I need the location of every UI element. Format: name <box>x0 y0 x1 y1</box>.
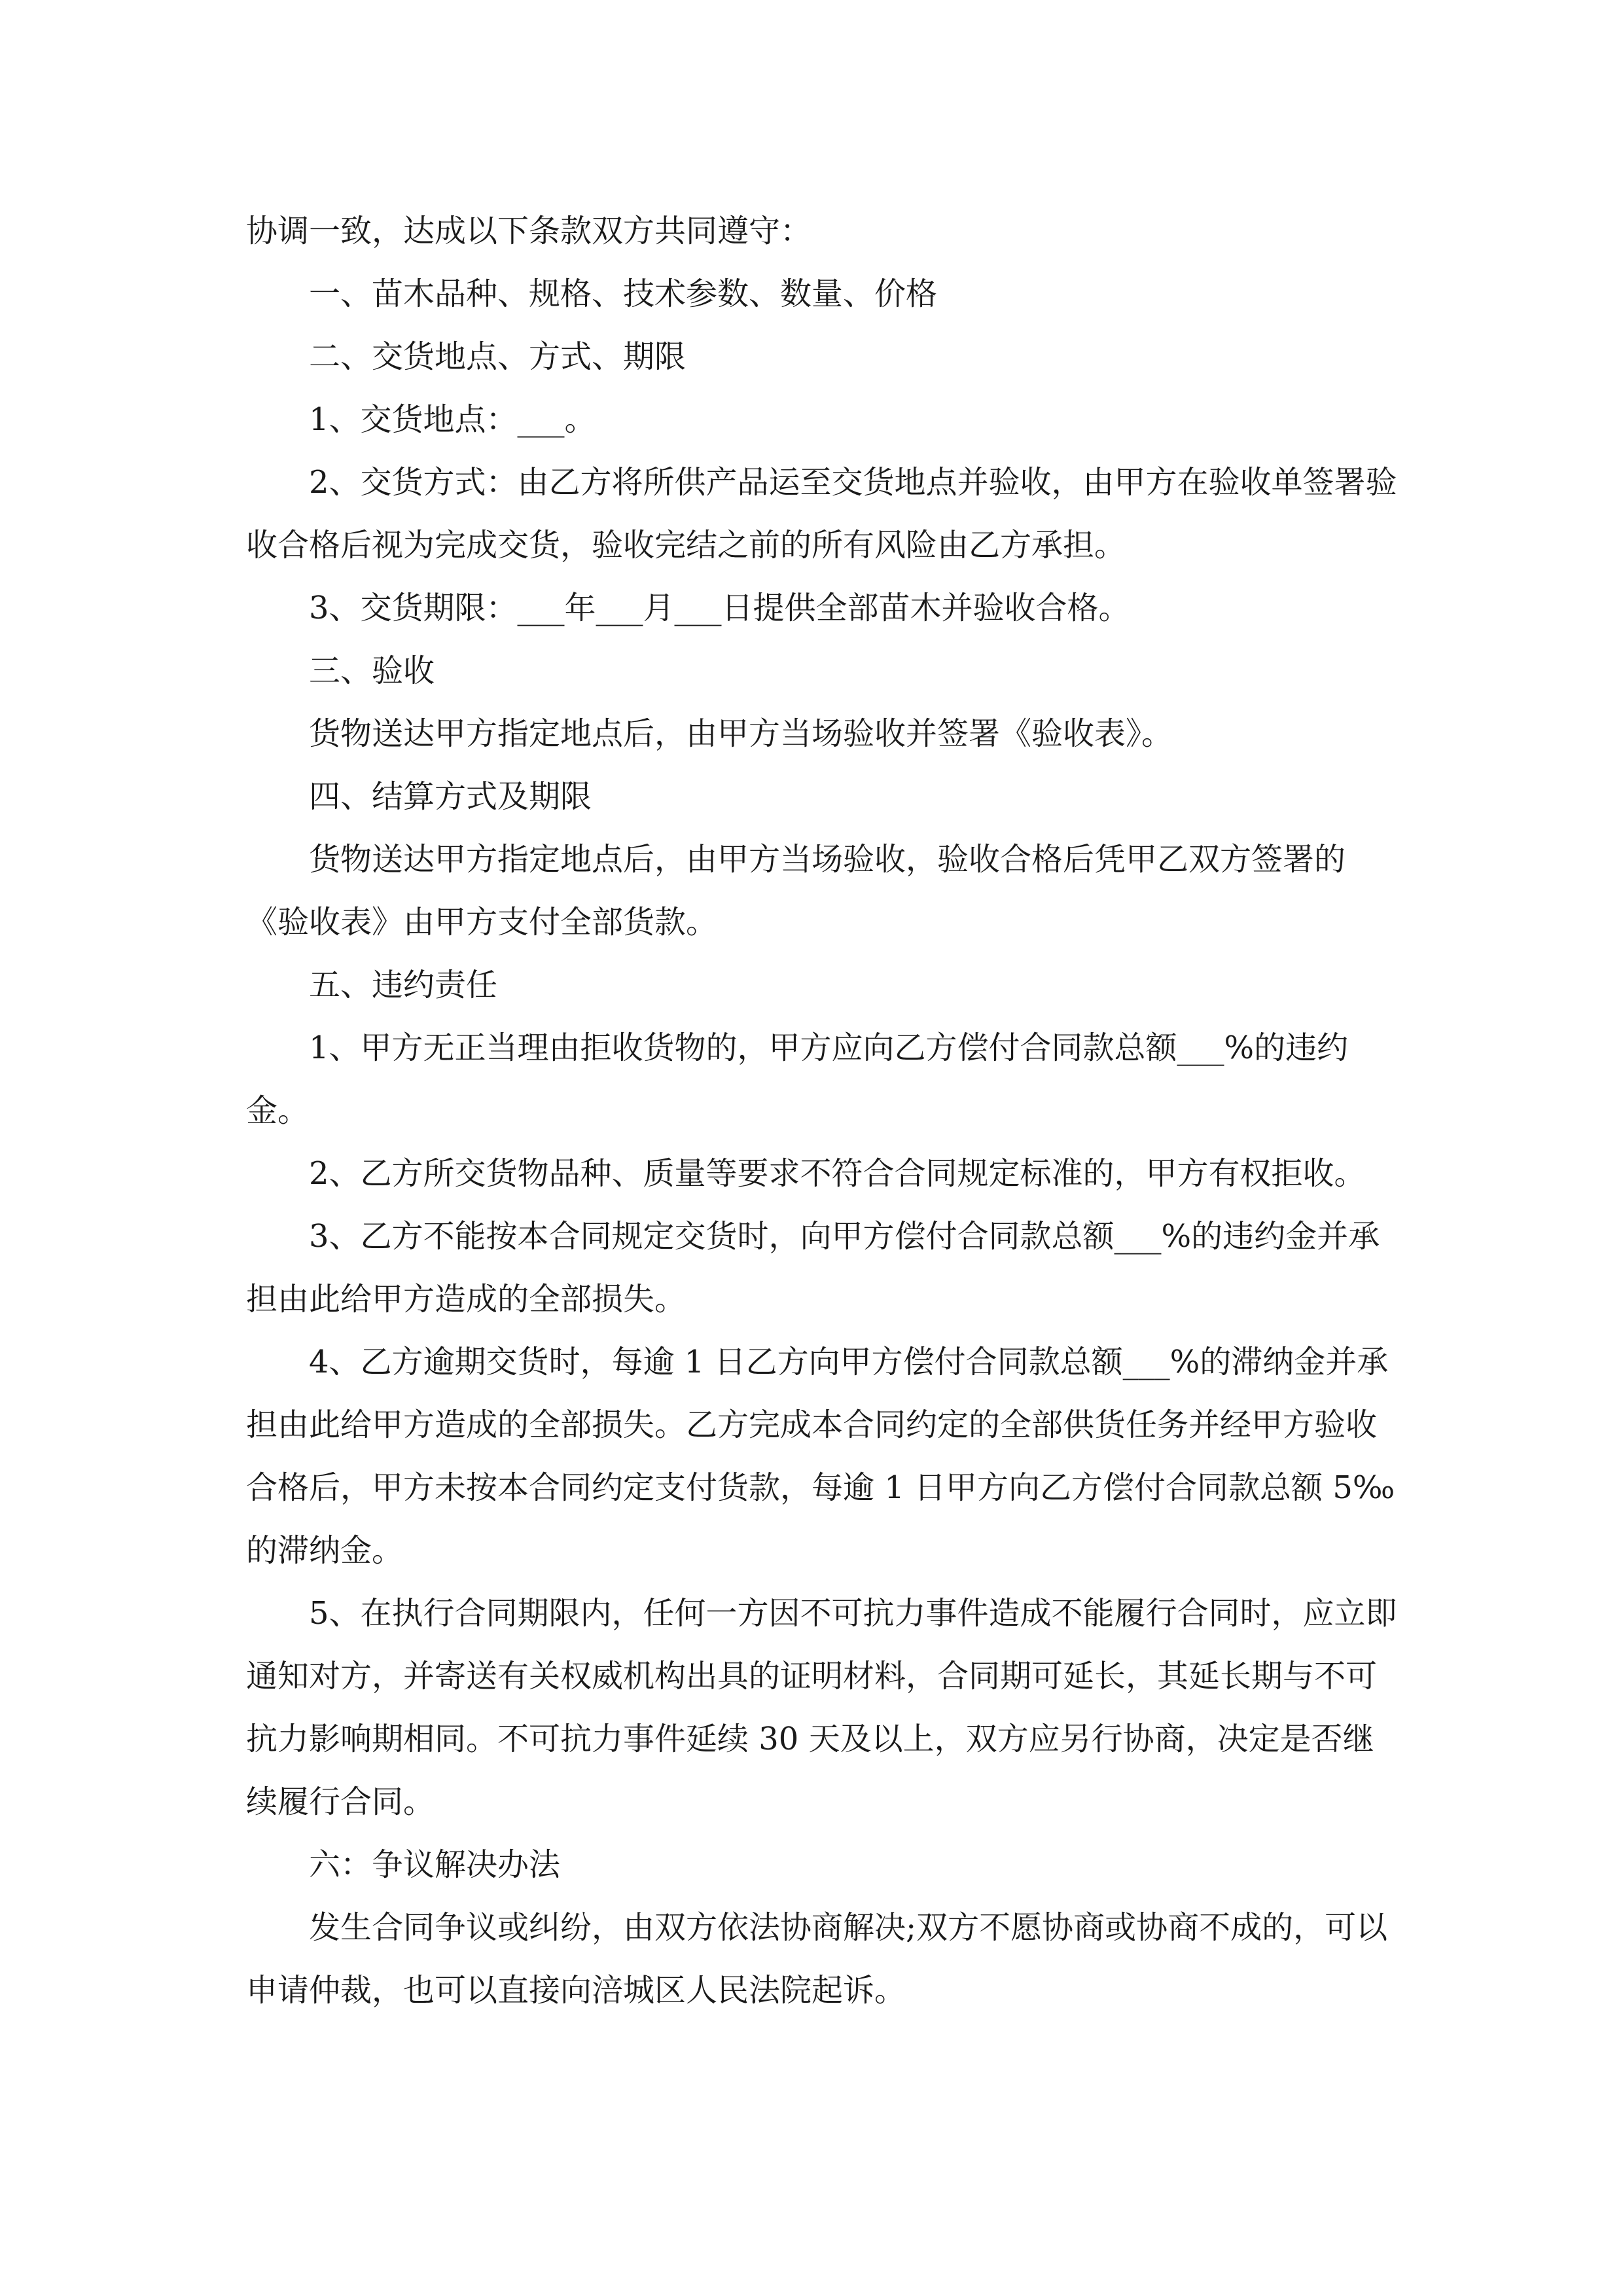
contract-body <box>246 200 1398 2022</box>
clause-delivery-method: 2、交货方式：由乙方将所供产品运至交货地点并验收，由甲方在验收单签署验收合格后视为完成交货，验收完结之前的所有风险由乙方承担。 <box>246 464 1397 564</box>
clause-liability-2: 2、乙方所交货物品种、质量等要求不符合合同规定标准的，甲方有权拒收。 <box>309 1155 1366 1192</box>
heading-section-1: 一、苗木品种、规格、技术参数、数量、价格 <box>309 276 938 312</box>
paragraph-intro: 协调一致，达成以下条款双方共同遵守： <box>246 213 812 249</box>
clause-settlement: 货物送达甲方指定地点后，由甲方当场验收，验收合格后凭甲乙双方签署的《验收表》由甲方支付全部货款。 <box>246 841 1346 941</box>
clause-liability-4: 4、乙方逾期交货时，每逾 1 日乙方向甲方偿付合同款总额___%的滞纳金并承担由此给甲方造成的全部损失。乙方完成本合同约定的全部供货任务并经甲方验收合格后，甲方未按本合同约定支付货款，每逾 1 日甲方向乙方偿付合同款总额 5‰的滞纳金。 <box>246 1344 1395 1569</box>
clause-acceptance: 货物送达甲方指定地点后，由甲方当场验收并签署《验收表》。 <box>309 715 1173 752</box>
heading-section-2: 二、交货地点、方式、期限 <box>309 338 687 375</box>
heading-section-5: 五、违约责任 <box>309 967 498 1003</box>
heading-section-6: 六：争议解决办法 <box>309 1846 561 1883</box>
clause-dispute-resolution: 发生合同争议或纠纷，由双方依法协商解决;双方不愿协商或协商不成的，可以申请仲裁，也可以直接向涪城区人民法院起诉。 <box>246 1909 1388 2009</box>
clause-liability-5: 5、在执行合同期限内，任何一方因不可抗力事件造成不能履行合同时，应立即通知对方，并寄送有关权威机构出具的证明材料，合同期可延长，其延长期与不可抗力影响期相同。不可抗力事件延续 30 天及以上，双方应另行协商，决定是否继续履行合同。 <box>246 1595 1397 1820</box>
clause-liability-1: 1、甲方无正当理由拒收货物的，甲方应向乙方偿付合同款总额___%的违约金。 <box>246 1030 1349 1129</box>
clause-liability-3: 3、乙方不能按本合同规定交货时，向甲方偿付合同款总额___%的违约金并承担由此给甲方造成的全部损失。 <box>246 1218 1380 1318</box>
heading-section-3: 三、验收 <box>309 653 435 689</box>
clause-delivery-deadline: 3、交货期限：___年___月___日提供全部苗木并验收合格。 <box>309 590 1130 626</box>
heading-section-4: 四、结算方式及期限 <box>309 778 592 815</box>
clause-delivery-location: 1、交货地点：___。 <box>309 401 596 438</box>
